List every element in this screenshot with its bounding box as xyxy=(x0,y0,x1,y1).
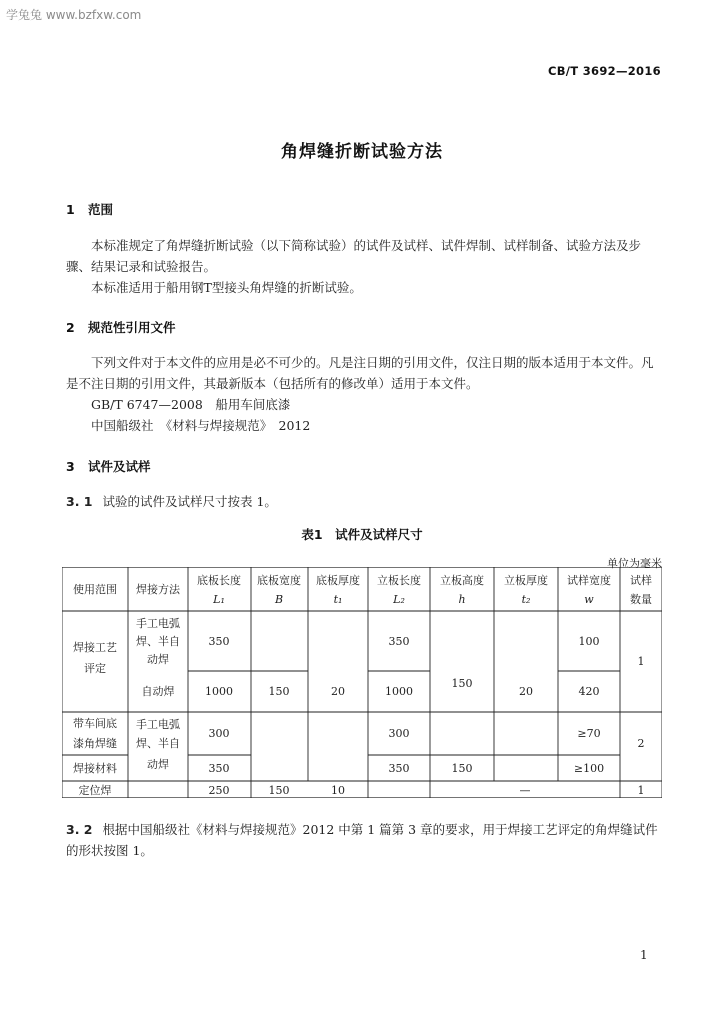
section-3-number: 3 xyxy=(66,459,75,474)
scope-shop-primer-1: 带车间底 xyxy=(73,717,117,730)
cell-r5-base-thickness: 10 xyxy=(331,784,345,797)
cell-r5-base-length: 250 xyxy=(208,784,230,797)
section-1-paragraph-2: 本标准适用于船用钢T型接头角焊缝的折断试验。 xyxy=(91,280,362,295)
th-quantity: 试样 xyxy=(630,574,652,587)
th-base-width-sym: B xyxy=(274,593,284,606)
cell-r4-vert-length: 350 xyxy=(388,762,410,775)
th-base-length: 底板长度 xyxy=(197,574,241,587)
clause-3-1-text: 试验的试件及试样尺寸按表 1。 xyxy=(102,494,277,509)
table-1 xyxy=(62,567,662,798)
section-2-heading xyxy=(66,318,176,336)
standard-code: CB/T 3692—2016 xyxy=(548,64,661,78)
scope-shop-primer-2: 漆角焊缝 xyxy=(73,737,117,750)
scope-weld-procedure-2: 评定 xyxy=(84,662,106,675)
section-1-title: 范围 xyxy=(88,202,114,217)
th-base-length-sym: L₁ xyxy=(213,593,225,606)
scope-weld-material: 焊接材料 xyxy=(73,762,117,775)
table-1-caption: 表1 试件及试样尺寸 xyxy=(301,527,423,542)
page-number: 1 xyxy=(640,948,648,962)
th-vert-length-sym: L₂ xyxy=(393,593,405,606)
scope-tack-weld: 定位焊 xyxy=(78,784,112,797)
section-1-number: 1 xyxy=(66,202,75,217)
cell-r5-quantity: 1 xyxy=(637,784,645,797)
clause-3-2 xyxy=(66,819,662,861)
th-specimen-width-sym: w xyxy=(584,593,594,606)
cell-r1-vert-length: 350 xyxy=(388,635,410,648)
clause-3-1 xyxy=(66,491,662,512)
th-vert-thickness: 立板厚度 xyxy=(504,574,548,587)
cell-r12-quantity: 1 xyxy=(637,655,645,668)
cell-r3-base-length: 300 xyxy=(208,727,230,740)
section-1-heading xyxy=(66,200,113,218)
th-vert-length: 立板长度 xyxy=(377,574,421,587)
th-quantity-sub: 数量 xyxy=(630,593,652,606)
reference-ccs-rules: 中国船级社 《材料与焊接规范》 2012 xyxy=(91,418,311,433)
document-title: 角焊缝折断试验方法 xyxy=(281,142,443,162)
cell-r5-base-width: 150 xyxy=(268,784,290,797)
section-2-title: 规范性引用文件 xyxy=(88,320,176,335)
reference-gbt-6747: GB/T 6747—2008 船用车间底漆 xyxy=(91,397,291,412)
cell-r4-specimen-width: ≥100 xyxy=(573,762,605,775)
clause-3-2-number: 3. 2 xyxy=(66,822,93,837)
section-2-number: 2 xyxy=(66,320,75,335)
method-manual-2: 焊、半自 xyxy=(136,635,180,648)
section-1-paragraph-1: 本标准规定了角焊缝折断试验（以下简称试验）的试件及试样、试件焊制、试样制备、试验方法及步骤、结果记录和试验报告。 xyxy=(66,238,642,274)
cell-r5-dash: — xyxy=(519,784,531,797)
table-1-grid xyxy=(62,567,662,798)
th-scope: 使用范围 xyxy=(73,583,117,596)
section-3-heading xyxy=(66,457,151,475)
th-vert-thickness-sym: t₂ xyxy=(521,593,531,606)
method-manual-b3: 动焊 xyxy=(147,758,169,771)
cell-r4-base-length: 350 xyxy=(208,762,230,775)
clause-3-1-number: 3. 1 xyxy=(66,494,93,509)
watermark: 学兔兔 www.bzfxw.com xyxy=(6,8,142,22)
th-vert-height-sym: h xyxy=(458,593,466,606)
th-base-thickness: 底板厚度 xyxy=(316,574,360,587)
th-specimen-width: 试样宽度 xyxy=(567,574,611,587)
cell-r3-specimen-width: ≥70 xyxy=(577,727,601,740)
method-manual-b1: 手工电弧 xyxy=(136,718,180,731)
method-manual-1: 手工电弧 xyxy=(136,617,180,630)
cell-r1-specimen-width: 100 xyxy=(578,635,600,648)
th-base-width: 底板宽度 xyxy=(257,574,301,587)
cell-r2-specimen-width: 420 xyxy=(578,685,600,698)
section-3-title: 试件及试样 xyxy=(88,459,151,474)
th-method: 焊接方法 xyxy=(136,583,180,596)
cell-r12-base-thickness: 20 xyxy=(331,685,345,698)
cell-r1-base-length: 350 xyxy=(208,635,230,648)
th-base-thickness-sym: t₁ xyxy=(333,593,343,606)
method-manual-b2: 焊、半自 xyxy=(136,737,180,750)
cell-r3-vert-length: 300 xyxy=(388,727,410,740)
cell-r12-base-width: 150 xyxy=(268,685,290,698)
clause-3-2-text: 根据中国船级社《材料与焊接规范》2012 中第 1 篇第 3 章的要求，用于焊接工艺评定的角焊缝试件的形状按图 1。 xyxy=(66,822,658,858)
method-manual-3: 动焊 xyxy=(147,653,169,666)
method-auto: 自动焊 xyxy=(141,685,175,698)
table-unit-note: 单位为毫米 xyxy=(607,557,662,570)
cell-r12-vert-height: 150 xyxy=(451,677,473,690)
cell-r2-vert-length: 1000 xyxy=(385,685,413,698)
cell-r2-base-length: 1000 xyxy=(205,685,233,698)
cell-r12-vert-thickness: 20 xyxy=(519,685,533,698)
scope-weld-procedure-1: 焊接工艺 xyxy=(73,641,117,654)
cell-r4-vert-height: 150 xyxy=(451,762,473,775)
section-2-intro: 下列文件对于本文件的应用是必不可少的。凡是注日期的引用文件，仅注日期的版本适用于本文件。凡是不注日期的引用文件，其最新版本（包括所有的修改单）适用于本文件。 xyxy=(66,355,654,391)
th-vert-height: 立板高度 xyxy=(440,574,484,587)
cell-r34-quantity: 2 xyxy=(637,737,645,750)
